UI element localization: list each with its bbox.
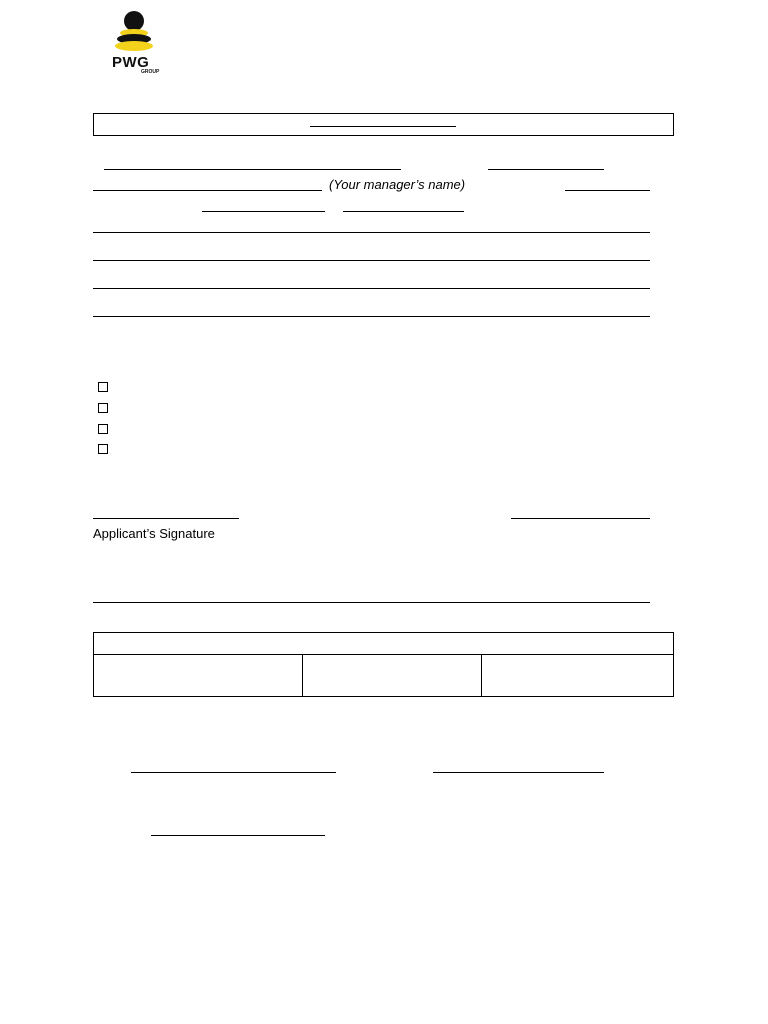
logo-subtitle: GROUP bbox=[141, 69, 160, 75]
blank-line[interactable] bbox=[131, 772, 336, 773]
text-line[interactable] bbox=[93, 260, 650, 261]
applicant-signature-label: Applicant’s Signature bbox=[93, 526, 215, 541]
text-line[interactable] bbox=[93, 316, 650, 317]
table-cell[interactable] bbox=[303, 655, 480, 696]
text-line[interactable] bbox=[93, 602, 650, 603]
title-underline bbox=[310, 126, 456, 127]
blank-line[interactable] bbox=[488, 169, 604, 170]
blank-line[interactable] bbox=[565, 190, 650, 191]
manager-name-line[interactable] bbox=[93, 190, 322, 191]
company-logo bbox=[96, 2, 176, 78]
manager-name-hint: (Your manager’s name) bbox=[329, 177, 466, 192]
checkbox[interactable] bbox=[98, 424, 108, 434]
logo-name: PWG bbox=[112, 54, 150, 71]
table-cell[interactable] bbox=[94, 655, 301, 696]
checkbox[interactable] bbox=[98, 382, 108, 392]
text-line[interactable] bbox=[93, 288, 650, 289]
checkbox[interactable] bbox=[98, 403, 108, 413]
signature-line[interactable] bbox=[93, 518, 239, 519]
title-box bbox=[93, 113, 674, 136]
date-line[interactable] bbox=[511, 518, 650, 519]
table-cell[interactable] bbox=[482, 655, 673, 696]
blank-line[interactable] bbox=[202, 211, 325, 212]
blank-line[interactable] bbox=[433, 772, 604, 773]
checkbox[interactable] bbox=[98, 444, 108, 454]
text-line[interactable] bbox=[93, 232, 650, 233]
blank-line[interactable] bbox=[151, 835, 325, 836]
blank-line[interactable] bbox=[343, 211, 464, 212]
blank-line[interactable] bbox=[104, 169, 401, 170]
